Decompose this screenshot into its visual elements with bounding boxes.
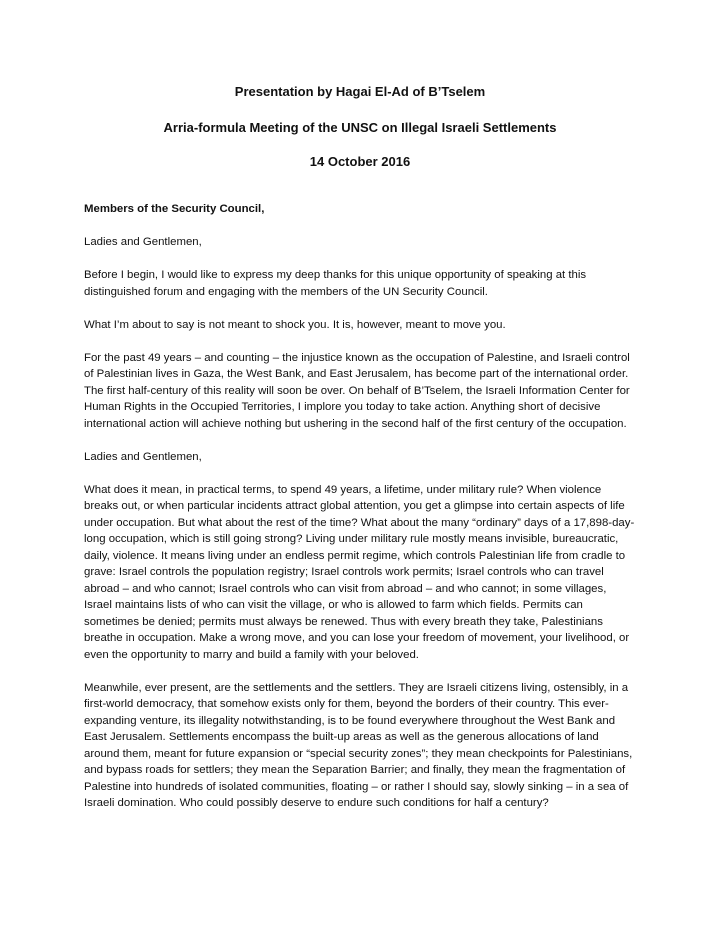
salutation-council: Members of the Security Council, <box>84 203 265 215</box>
document-header <box>0 84 720 169</box>
paragraph-occupation-49-years: For the past 49 years – and counting – the injustice known as the occupation of Palestine, and Israeli control of Palestinian lives in Gaza, the West Bank, and East Jerusalem, has become part of the international order. The first half-century of this reality will soon be over. On behalf of B’Tselem, the Israeli Information Center for Human Rights in the Occupied Territories, I implore you today to take action. Anything short of decisive international action will achieve nothing but ushering in the second half of the first century of the occupation. <box>84 351 630 430</box>
salutation-ladies-gentlemen-2: Ladies and Gentlemen, <box>84 450 202 463</box>
paragraph-military-rule: What does it mean, in practical terms, to spend 49 years, a lifetime, under military rule? When violence breaks out, or when particular incidents attract global attention, you get a glimpse into certain aspects of life under occupation. But what about the rest of the time? What about the many “ordinary” days of a 17,898-day-long occupation, which is still going strong? Living under military rule mostly means invisible, bureaucratic, daily, violence. It means living under an endless permit regime, which controls Palestinian life from cradle to grave: Israel controls the population registry; Israel controls work permits; Israel controls who can travel abroad – and who cannot; Israel controls who can visit from abroad – and who cannot; in some villages, Israel maintains lists of who can visit the village, or who is allowed to farm which fields. Permits can sometimes be denied; permits must always be renewed. Thus with every breath they take, Palestinians breathe in occupation. Make a wrong move, and you can lose your freedom of movement, your livelihood, or even the opportunity to marry and build a family with your beloved. <box>84 483 635 661</box>
paragraph-settlements: Meanwhile, ever present, are the settlements and the settlers. They are Israeli citizens living, ostensibly, in a first-world democracy, that somehow exists only for them, beyond the borders of their country. This ever-expanding venture, its illegality notwithstanding, is to be found everywhere throughout the West Bank and East Jerusalem. Settlements encompass the built-up areas as well as the generous allocations of land around them, meant for future expansion or “special security zones”; they mean checkpoints for Palestinians, and bypass roads for settlers; they mean the Separation Barrier; and finally, they mean the fragmentation of Palestine into hundreds of isolated communities, floating – or rather I should say, slowly sinking – in a sea of Israeli domination. Who could possibly deserve to endure such conditions for half a century? <box>84 681 633 809</box>
document-subtitle: Arria-formula Meeting of the UNSC on Illegal Israeli Settlements <box>163 120 557 135</box>
document-date: 14 October 2016 <box>309 154 411 169</box>
paragraph-thanks: Before I begin, I would like to express my deep thanks for this unique opportunity of speaking at this distinguished forum and engaging with the members of the UN Security Council. <box>84 269 587 298</box>
document-title: Presentation by Hagai El-Ad of B’Tselem <box>234 84 486 99</box>
document-body <box>84 201 636 828</box>
paragraph-intent: What I’m about to say is not meant to shock you. It is, however, meant to move you. <box>84 318 506 331</box>
salutation-ladies-gentlemen: Ladies and Gentlemen, <box>84 236 202 248</box>
